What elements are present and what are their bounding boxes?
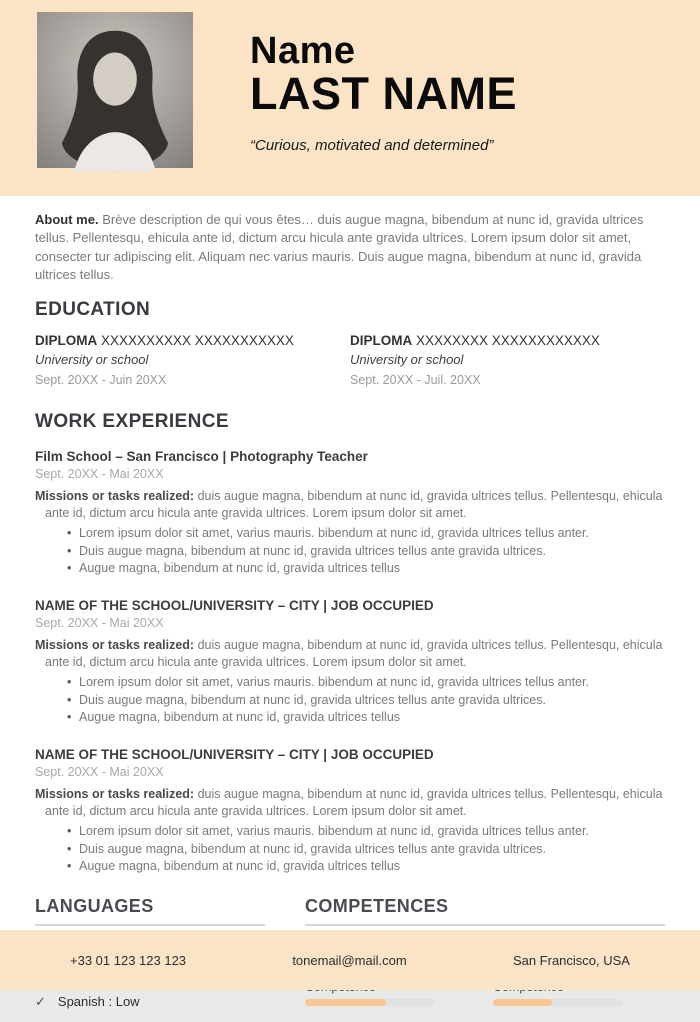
footer-location: San Francisco, USA	[512, 952, 630, 968]
job-dates: Sept. 20XX - Mai 20XX	[35, 615, 164, 630]
education-entry	[350, 333, 665, 387]
missions-label: Missions or tasks realized:	[35, 637, 195, 652]
school-name: University or school	[350, 351, 464, 367]
diploma-placeholder: XXXXXXXXXX XXXXXXXXXXX	[101, 332, 294, 348]
school-name: University or school	[35, 351, 149, 367]
diploma-label: DIPLOMA	[350, 332, 413, 348]
job-missions	[35, 488, 665, 523]
education-dates: Sept. 20XX - Juil. 20XX	[350, 372, 481, 387]
language-label: Spanish : Low	[57, 994, 140, 1010]
header	[0, 0, 700, 196]
job-entry	[35, 449, 665, 578]
skill-bar-fill	[305, 999, 386, 1006]
skill-bar-track	[305, 999, 435, 1006]
bullet-item: • Lorem ipsum dolor sit amet, varius mauris. bibendum at nunc id, gravida ultrices tellus anter.	[67, 674, 665, 692]
bullet-item: • Lorem ipsum dolor sit amet, varius mauris. bibendum at nunc id, gravida ultrices tellus anter.	[67, 823, 665, 841]
bullet-item: • Augue magna, bibendum at nunc id, gravida ultrices tellus	[67, 858, 665, 876]
job-missions	[35, 786, 665, 821]
about-section	[35, 211, 665, 285]
bullet-item: • Augue magna, bibendum at nunc id, gravida ultrices tellus	[67, 560, 665, 578]
diploma-title	[35, 333, 350, 348]
missions-text: duis augue magna, bibendum at nunc id, gravida ultrices tellus. Pellentesqu, ehicula ante id, dictum arcu hicula ante gravida ultrices. Lorem ipsum dolor sit amet.	[45, 488, 663, 521]
tagline: “Curious, motivated and determined”	[250, 137, 494, 155]
missions-label: Missions or tasks realized:	[35, 786, 195, 801]
job-title: NAME OF THE SCHOOL/UNIVERSITY – CITY | JOB OCCUPIED	[35, 597, 434, 613]
bullet-item: • Lorem ipsum dolor sit amet, varius mauris. bibendum at nunc id, gravida ultrices tellus anter.	[67, 525, 665, 543]
education-list	[35, 333, 665, 387]
languages-heading: LANGUAGES	[35, 896, 265, 926]
bullet-item: • Duis augue magna, bibendum at nunc id, gravida ultrices tellus ante gravida ultrices.	[67, 692, 665, 710]
job-entry	[35, 598, 665, 727]
missions-label: Missions or tasks realized:	[35, 488, 195, 503]
missions-text: duis augue magna, bibendum at nunc id, gravida ultrices tellus. Pellentesqu, ehicula ante id, dictum arcu hicula ante gravida ultrices. Lorem ipsum dolor sit amet.	[45, 786, 663, 819]
education-entry	[35, 333, 350, 387]
check-icon: ✓	[35, 993, 46, 1009]
job-missions	[35, 637, 665, 672]
about-label: About me.	[35, 212, 99, 227]
bullet-item: • Duis augue magna, bibendum at nunc id, gravida ultrices tellus ante gravida ultrices.	[67, 841, 665, 859]
education-dates: Sept. 20XX - Juin 20XX	[35, 372, 167, 387]
main-content	[0, 211, 700, 1022]
job-dates: Sept. 20XX - Mai 20XX	[35, 764, 164, 779]
bullet-item: • Augue magna, bibendum at nunc id, gravida ultrices tellus	[67, 709, 665, 727]
job-bullet-list	[35, 525, 665, 578]
skill-bar-fill	[493, 999, 552, 1006]
education-heading: EDUCATION	[35, 298, 151, 320]
footer-phone: +33 01 123 123 123	[70, 952, 187, 968]
competences-heading: COMPETENCES	[305, 896, 665, 926]
about-text: Brève description de qui vous êtes… duis augue magna, bibendum at nunc id, gravida ultrices tellus. Pellentesqu, ehicula ante id, dictum arcu hicula ante gravida ultrices. Lorem ipsum dolor sit amet, consecter tur adipiscing elit. Aliquam nec varius mauris. Duis augue magna, bibendum at nunc id, gravida ultrices tellus.	[35, 212, 644, 283]
diploma-title	[350, 333, 665, 348]
bullet-item: • Duis augue magna, bibendum at nunc id, gravida ultrices tellus ante gravida ultrices.	[67, 543, 665, 561]
profile-photo-image	[37, 12, 193, 168]
footer	[0, 930, 700, 990]
diploma-label: DIPLOMA	[35, 332, 98, 348]
missions-text: duis augue magna, bibendum at nunc id, gravida ultrices tellus. Pellentesqu, ehicula ante id, dictum arcu hicula ante gravida ultrices. Lorem ipsum dolor sit amet.	[45, 637, 663, 670]
diploma-placeholder: XXXXXXXX XXXXXXXXXXXX	[416, 332, 600, 348]
work-experience-heading: WORK EXPERIENCE	[35, 410, 229, 432]
language-item	[35, 994, 265, 1010]
footer-email[interactable]: tonemail@mail.com	[292, 952, 407, 968]
profile-photo	[37, 12, 193, 168]
job-title: NAME OF THE SCHOOL/UNIVERSITY – CITY | JOB OCCUPIED	[35, 746, 434, 762]
job-title: Film School – San Francisco | Photography Teacher	[35, 448, 368, 464]
job-bullet-list	[35, 674, 665, 727]
last-name: LAST NAME	[250, 68, 517, 119]
skill-bar-track	[493, 999, 623, 1006]
header-text	[250, 32, 517, 154]
job-entry	[35, 747, 665, 876]
job-dates: Sept. 20XX - Mai 20XX	[35, 466, 164, 481]
first-name: Name	[250, 30, 356, 72]
job-bullet-list	[35, 823, 665, 876]
